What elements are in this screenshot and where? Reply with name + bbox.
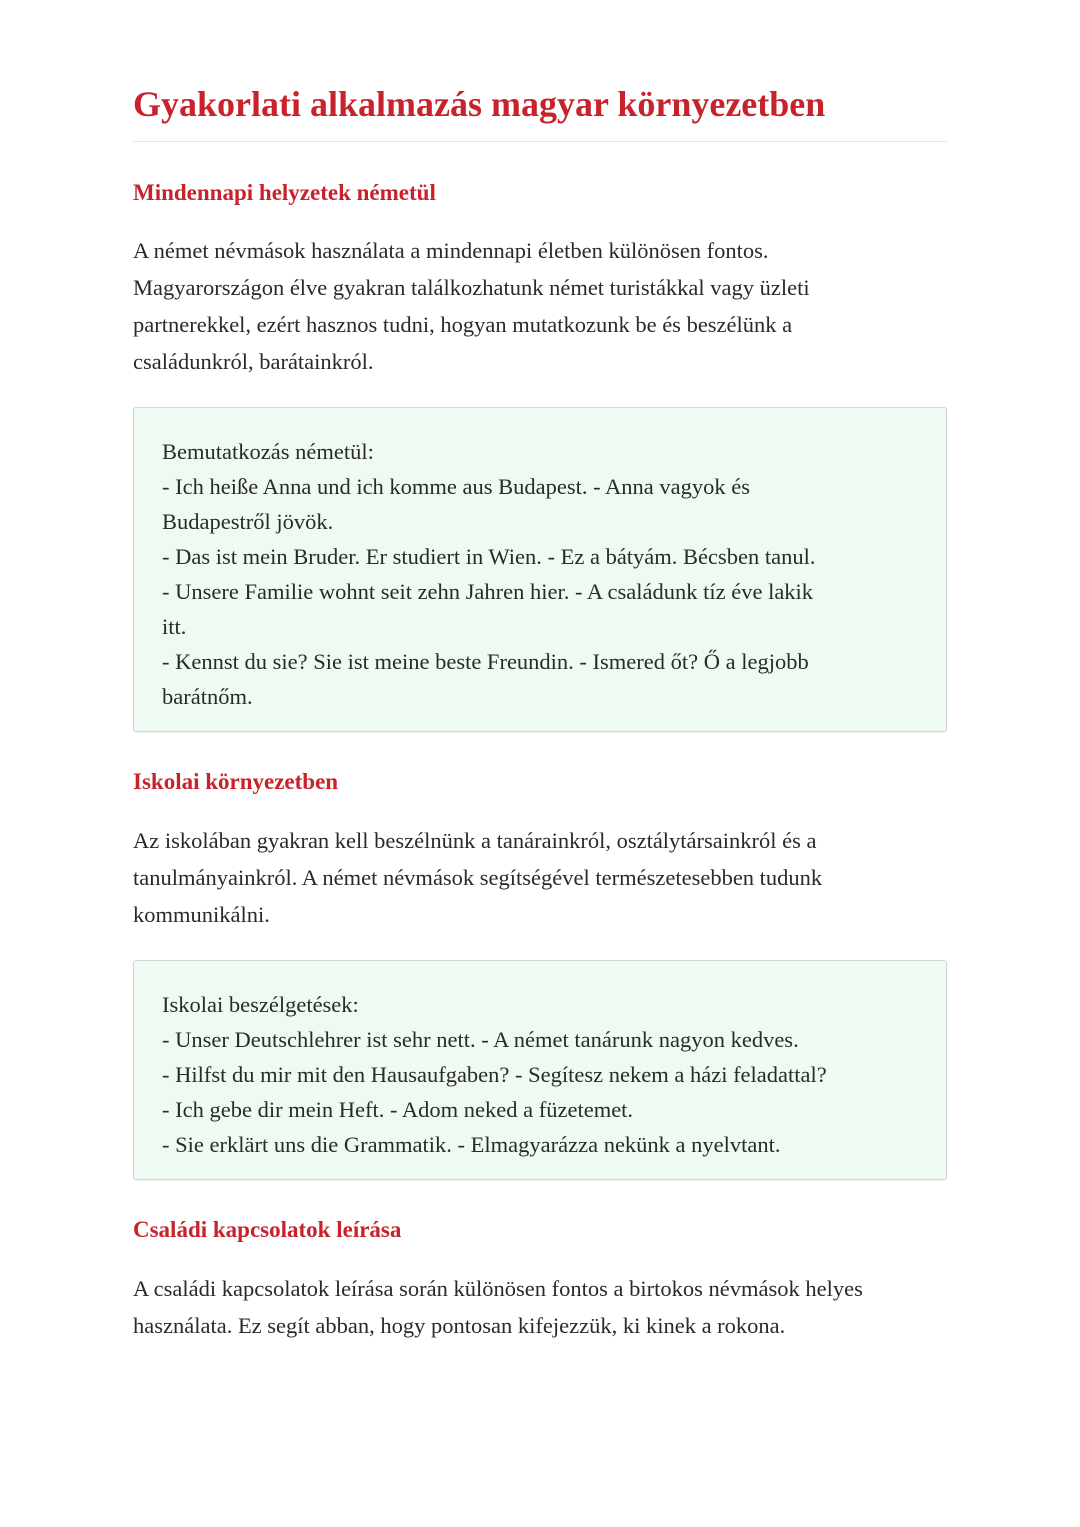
example-box-school-conversations xyxy=(133,960,947,1180)
example-box-heading: Iskolai beszélgetések: xyxy=(162,992,359,1017)
example-line: - Ich gebe dir mein Heft. - Adom neked a füzetemet. xyxy=(162,1097,634,1122)
page-title: Gyakorlati alkalmazás magyar környezetben xyxy=(133,84,826,124)
example-line: - Unser Deutschlehrer ist sehr nett. - A német tanárunk nagyon kedves. xyxy=(162,1027,799,1052)
example-line: Budapestről jövök. xyxy=(162,509,334,534)
section-paragraph-school xyxy=(133,822,947,933)
section-heading-family: Családi kapcsolatok leírása xyxy=(133,1217,402,1242)
example-line: - Unsere Familie wohnt seit zehn Jahren hier. - A családunk tíz éve lakik xyxy=(162,579,814,604)
example-line: - Sie erklärt uns die Grammatik. - Elmagyarázza nekünk a nyelvtant. xyxy=(162,1132,781,1157)
example-line: - Ich heiße Anna und ich komme aus Budapest. - Anna vagyok és xyxy=(162,474,750,499)
section-heading-school: Iskolai környezetben xyxy=(133,769,339,794)
paragraph-line: használata. Ez segít abban, hogy pontosan kifejezzük, ki kinek a rokona. xyxy=(133,1313,786,1338)
paragraph-line: partnerekkel, ezért hasznos tudni, hogyan mutatkozunk be és beszélünk a xyxy=(133,312,793,337)
example-box-heading: Bemutatkozás németül: xyxy=(162,439,374,464)
example-line: - Hilfst du mir mit den Hausaufgaben? - Segítesz nekem a házi feladattal? xyxy=(162,1062,827,1087)
paragraph-line: A családi kapcsolatok leírása során különösen fontos a birtokos névmások helyes xyxy=(133,1276,863,1301)
section-heading-everyday: Mindennapi helyzetek németül xyxy=(133,180,436,205)
paragraph-line: Magyarországon élve gyakran találkozhatunk német turistákkal vagy üzleti xyxy=(133,275,810,300)
paragraph-line: kommunikálni. xyxy=(133,902,270,927)
title-divider xyxy=(133,141,947,142)
section-paragraph-everyday xyxy=(133,232,947,380)
example-box-introduction xyxy=(133,407,947,732)
example-line: barátnőm. xyxy=(162,684,253,709)
example-line: - Das ist mein Bruder. Er studiert in Wien. - Ez a bátyám. Bécsben tanul. xyxy=(162,544,816,569)
section-paragraph-family xyxy=(133,1270,947,1344)
example-line: - Kennst du sie? Sie ist meine beste Freundin. - Ismered őt? Ő a legjobb xyxy=(162,649,809,674)
example-line: itt. xyxy=(162,614,187,639)
paragraph-line: A német névmások használata a mindennapi életben különösen fontos. xyxy=(133,238,769,263)
paragraph-line: családunkról, barátainkról. xyxy=(133,349,374,374)
paragraph-line: Az iskolában gyakran kell beszélnünk a tanárainkról, osztálytársainkról és a xyxy=(133,828,817,853)
paragraph-line: tanulmányainkról. A német névmások segítségével természetesebben tudunk xyxy=(133,865,823,890)
